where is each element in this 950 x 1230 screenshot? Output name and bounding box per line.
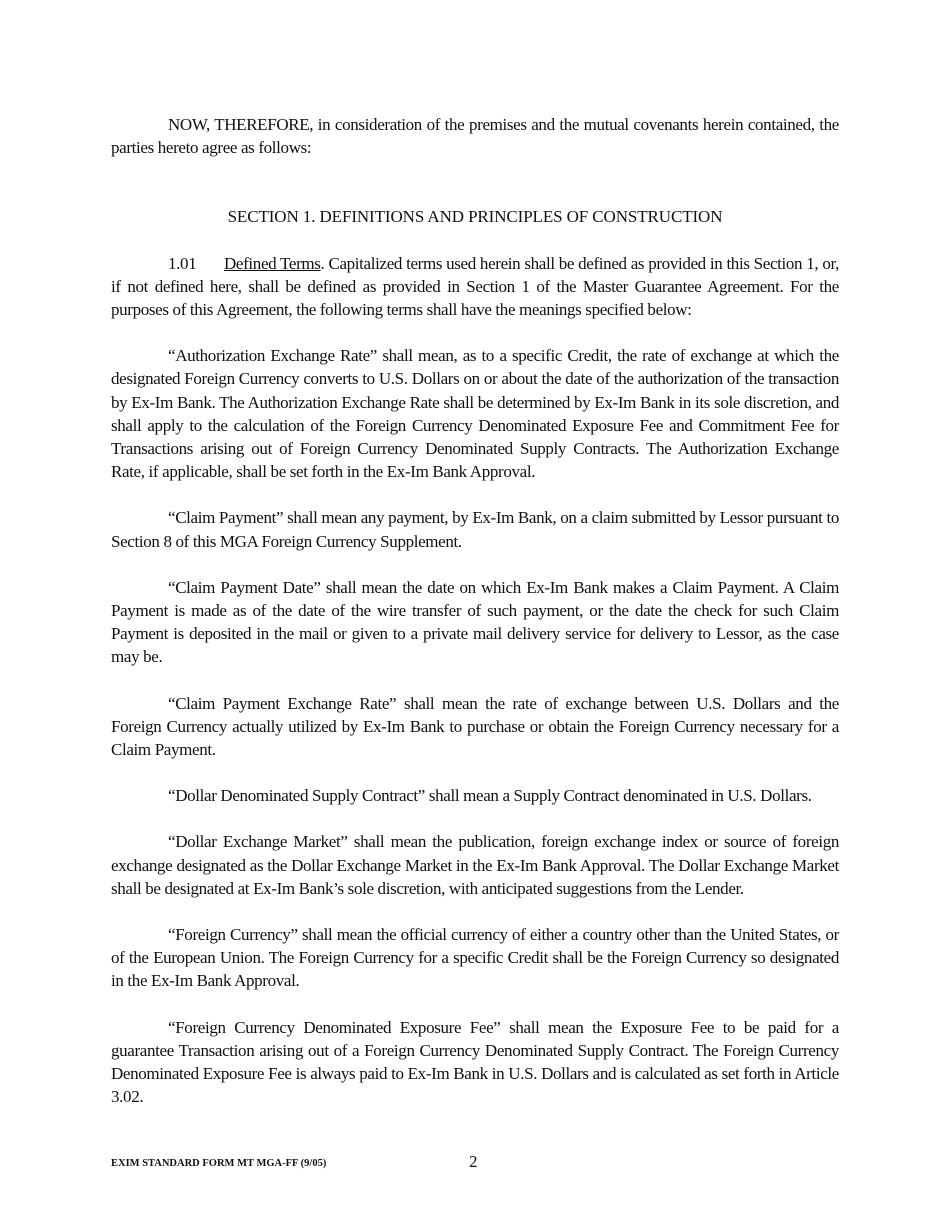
page-footer [111,1152,839,1174]
definition-dollar-denominated-supply-contract: “Dollar Denominated Supply Contract” shall mean a Supply Contract denominated in U.S. Dollars. [168,786,812,806]
definition-foreign-currency-denominated-exposure-fee: “Foreign Currency Denominated Exposure Fee” shall mean the Exposure Fee to be paid for a guarantee Transaction arising out of a Foreign Currency Denominated Supply Contract. The Foreign Currency Denominated Exposure Fee is always paid to Ex-Im Bank in U.S. Dollars and is calculated as set forth in Article 3.02. [111,1017,839,1107]
subsection-number: 1.01 [168,253,197,273]
definition-claim-payment-exchange-rate: “Claim Payment Exchange Rate” shall mean the rate of exchange between U.S. Dollars and the Foreign Currency actually utilized by Ex-Im Bank to purchase or obtain the Foreign Currency necessary for a Claim Payment. [111,693,839,760]
footer-form-label: EXIM STANDARD FORM MT MGA-FF (9/05) [111,1158,327,1169]
page-number: 2 [469,1152,478,1171]
subsection-paragraph [111,252,839,322]
subsection-text: . Capitalized terms used herein shall be defined as provided in this Section 1, or, if not defined here, shall be defined as provided in Section 1 of the Master Guarantee Agreement. For the purposes of this Agreement, the following terms shall have the meanings specified below: [111,253,839,320]
section-heading: SECTION 1. DEFINITIONS AND PRINCIPLES OF CONSTRUCTION [227,207,723,227]
definition-claim-payment-date: “Claim Payment Date” shall mean the date on which Ex-Im Bank makes a Claim Payment. A Claim Payment is made as of the date of the wire transfer of such payment, or the date the check for such Claim Payment is deposited in the mail or given to a private mail delivery service for delivery to Lessor, as the case may be. [111,577,839,667]
definition-authorization-exchange-rate: “Authorization Exchange Rate” shall mean, as to a specific Credit, the rate of exchange at which the designated Foreign Currency converts to U.S. Dollars on or about the date of the authorization of the transaction by Ex-Im Bank. The Authorization Exchange Rate shall be determined by Ex-Im Bank in its sole discretion, and shall apply to the calculation of the Foreign Currency Denominated Exposure Fee and Commitment Fee for Transactions arising out of Foreign Currency Denominated Supply Contracts. The Authorization Exchange Rate, if applicable, shall be set forth in the Ex-Im Bank Approval. [111,346,839,482]
definition-dollar-exchange-market: “Dollar Exchange Market” shall mean the publication, foreign exchange index or source of foreign exchange designated as the Dollar Exchange Market in the Ex-Im Bank Approval. The Dollar Exchange Market shall be designated at Ex-Im Bank’s sole discretion, with anticipated suggestions from the Lender. [111,832,839,898]
intro-paragraph: NOW, THEREFORE, in consideration of the premises and the mutual covenants herein contained, the parties hereto agree as follows: [111,115,839,158]
definition-foreign-currency: “Foreign Currency” shall mean the official currency of either a country other than the United States, or of the European Union. The Foreign Currency for a specific Credit shall be the Foreign Currency so designated in the Ex-Im Bank Approval. [111,925,839,991]
document-body [111,113,839,1132]
subsection-title: Defined Terms [224,253,321,273]
definition-claim-payment: “Claim Payment” shall mean any payment, by Ex-Im Bank, on a claim submitted by Lessor pursuant to Section 8 of this MGA Foreign Currency Supplement. [111,508,839,551]
